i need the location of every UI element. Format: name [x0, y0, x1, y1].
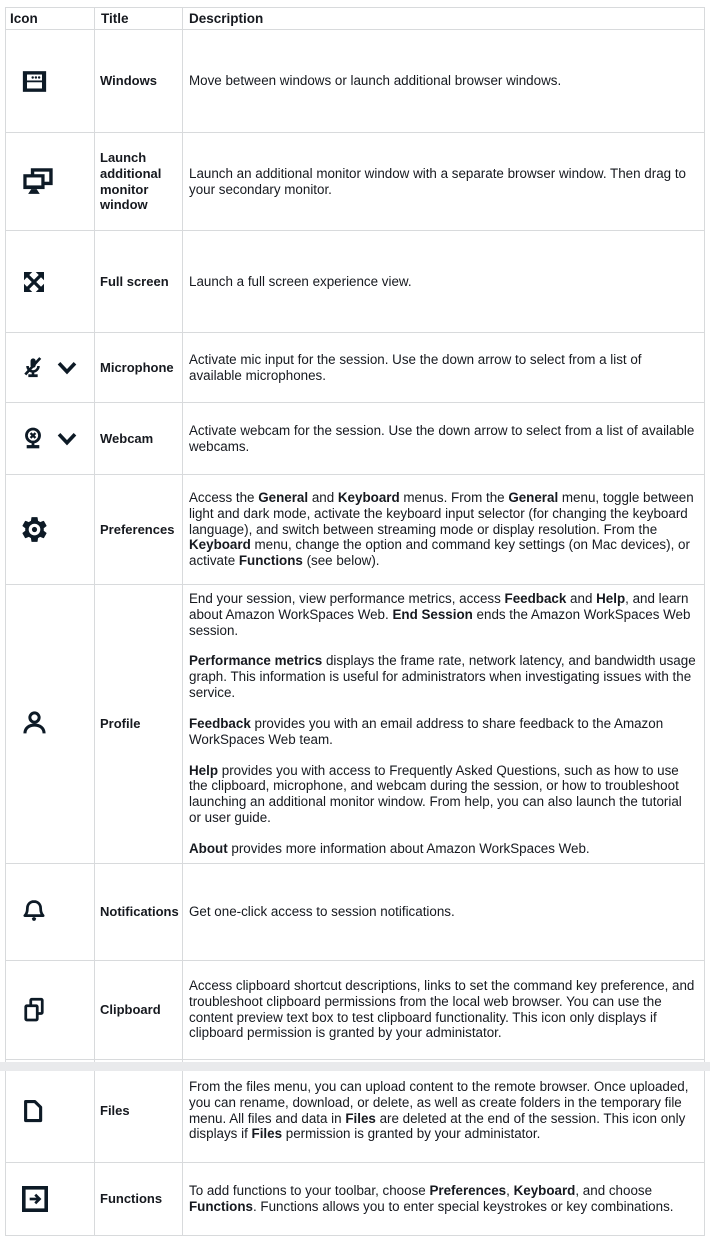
row-description: [183, 1059, 705, 1162]
description-paragraph: Activate mic input for the session. Use the down arrow to select from a list of available microphones.: [189, 351, 642, 383]
description-paragraph: Performance metrics displays the frame rate, network latency, and bandwidth usage graph. This information is useful for administrators when investigating issues with the service.: [189, 653, 696, 701]
row-title: Windows: [95, 30, 183, 133]
chevron-down-icon: [56, 359, 78, 376]
description-paragraph: Move between windows or launch additional browser windows.: [189, 73, 562, 89]
row-description: [183, 475, 705, 585]
description-paragraph: Feedback provides you with an email address to share feedback to the Amazon WorkSpaces Web team.: [189, 715, 664, 747]
description-paragraph: Launch an additional monitor window with a separate browser window. Then drag to your secondary monitor.: [189, 165, 686, 197]
table-row: [6, 475, 705, 585]
files-icon: [19, 1096, 49, 1126]
icon-cell: [6, 30, 95, 133]
description-paragraph: About provides more information about Amazon WorkSpaces Web.: [189, 840, 590, 856]
row-title: Notifications: [95, 863, 183, 960]
table-row: [6, 585, 705, 864]
row-title: Launch additional monitor window: [95, 133, 183, 231]
windows-icon: [19, 66, 50, 97]
full-screen-icon: [19, 267, 49, 297]
description-paragraph: End your session, view performance metrics, access Feedback and Help, and learn about Amazon WorkSpaces Web. End Session ends the Amazon WorkSpaces Web session.: [189, 591, 691, 638]
description-paragraph: Access clipboard shortcut descriptions, links to set the command key preference, and troubleshoot clipboard permissions from the local web browser. You can use the content preview text box to test clipboard functionality. This icon only displays if clipboard permission is granted by your administator.: [189, 977, 695, 1041]
preferences-gear-icon: [19, 514, 50, 545]
row-title: Preferences: [95, 475, 183, 585]
functions-icon: [19, 1183, 51, 1215]
description-paragraph: To add functions to your toolbar, choose Preferences, Keyboard, and choose Functions. Functions allows you to enter special keystrokes or key combinations.: [189, 1182, 674, 1214]
row-title: Files: [95, 1059, 183, 1162]
table-row: [6, 30, 705, 133]
row-title: Functions: [95, 1162, 183, 1235]
page-bottom-strip: [0, 1062, 710, 1071]
header-row: [6, 8, 705, 30]
row-description: [183, 133, 705, 231]
description-paragraph: Launch a full screen experience view.: [189, 273, 412, 289]
microphone-muted-icon: [19, 354, 47, 382]
icon-cell: [6, 585, 95, 864]
table-row: [6, 1162, 705, 1235]
row-description: [183, 863, 705, 960]
row-title: Clipboard: [95, 960, 183, 1059]
icon-cell: [6, 1059, 95, 1162]
table-row: [6, 231, 705, 333]
row-description: [183, 333, 705, 403]
icon-cell: [6, 333, 95, 403]
table-row: [6, 960, 705, 1059]
row-description: [183, 231, 705, 333]
description-paragraph: Get one-click access to session notifications.: [189, 903, 455, 919]
description-paragraph: Access the General and Keyboard menus. From the General menu, toggle between light and dark mode, activate the keyboard input selector (for changing the keyboard language), and switch between streaming mode or display resolution. From the Keyboard menu, change the option and command key settings (on Mac devices), or activate Functions (see below).: [189, 489, 694, 569]
row-title: Webcam: [95, 403, 183, 475]
icon-cell: [6, 863, 95, 960]
column-header-description: Description: [183, 8, 705, 30]
launch-monitor-window-icon: [19, 165, 56, 199]
icon-cell: [6, 475, 95, 585]
chevron-down-icon: [56, 430, 78, 447]
column-header-icon: Icon: [6, 8, 95, 30]
icon-cell: [6, 960, 95, 1059]
column-header-title: Title: [95, 8, 183, 30]
icon-cell: [6, 1162, 95, 1235]
description-paragraph: Activate webcam for the session. Use the down arrow to select from a list of available webcams.: [189, 422, 695, 454]
row-title: Microphone: [95, 333, 183, 403]
row-description: [183, 30, 705, 133]
table-row: [6, 403, 705, 475]
icon-cell: [6, 403, 95, 475]
description-paragraph: From the files menu, you can upload content to the remote browser. Once uploaded, you can rename, download, or delete, as well as create folders in the temporary file menu. All files and data in Files are deleted at the end of the session. This icon only displays if Files permission is granted by your administator.: [189, 1078, 689, 1142]
row-description: [183, 960, 705, 1059]
row-description: [183, 1162, 705, 1235]
row-title: Full screen: [95, 231, 183, 333]
clipboard-icon: [19, 995, 49, 1025]
icon-cell: [6, 133, 95, 231]
table-row: [6, 133, 705, 231]
table-row: [6, 1059, 705, 1162]
profile-person-icon: [19, 708, 50, 739]
toolbar-icons-table: [5, 7, 705, 1236]
table-row: [6, 863, 705, 960]
description-paragraph: Help provides you with access to Frequently Asked Questions, such as how to use the clipboard, microphone, and webcam during the session, or how to troubleshoot launching an additional monitor window. From help, you can also launch the tutorial or user guide.: [189, 762, 682, 825]
toolbar-reference: [5, 7, 704, 1236]
table-row: [6, 333, 705, 403]
row-description: [183, 585, 705, 864]
row-title: Profile: [95, 585, 183, 864]
icon-cell: [6, 231, 95, 333]
notifications-bell-icon: [19, 897, 49, 927]
webcam-off-icon: [19, 425, 47, 453]
row-description: [183, 403, 705, 475]
